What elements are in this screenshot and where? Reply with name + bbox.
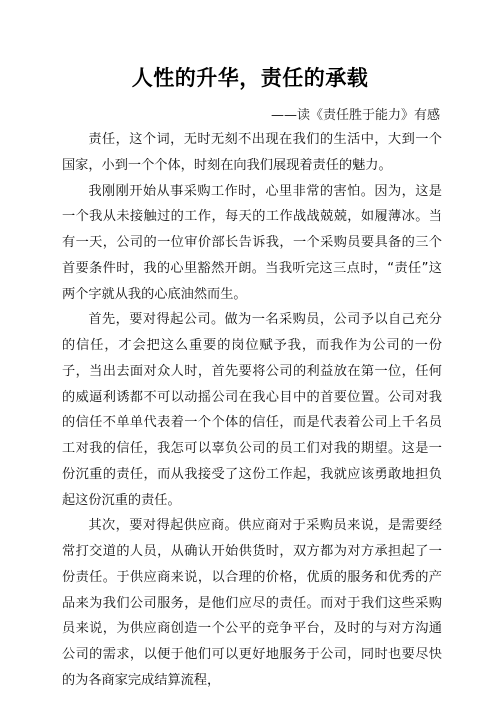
paragraph: 其次，要对得起供应商。供应商对于采购员来说，是需要经常打交道的人员，从确认开始供货时，双方都为对方承担起了一份责任。于供应商来说，以合理的价格，优质的服务和优秀的产品来为我们公司服务，是他们应尽的责任。而对于我们这些采购员来说，为供应商创造一个公平的竞争平台，及时的与对方沟通公司的需求，以便于他们可以更好地服务于公司，同时也要尽快的为各商家完成结算流程，: [62, 518, 442, 688]
paragraph: 首先，要对得起公司。做为一名采购员，公司予以自己充分的信任，才会把这么重要的岗位赋予我，而我作为公司的一份子，当出去面对众人时，首先要将公司的利益放在第一位，任何的威逼利诱都不可以动摇公司在我心目中的首要位置。公司对我的信任不单单代表着一个个体的信任，而是代表着公司上千名员工对我的信任，我怎可以辜负公司的员工们对我的期望。这是一份沉重的责任，而从我接受了这份工作起，我就应该勇敢地担负起这份沉重的责任。: [62, 312, 442, 508]
paragraph: 责任，这个词，无时无刻不出现在我们的生活中，大到一个国家，小到一个个体，时刻在向我们展现着责任的魅力。: [62, 132, 442, 173]
document-title: 人性的升华，责任的承载: [131, 66, 369, 90]
paragraph: 我刚刚开始从事采购工作时，心里非常的害怕。因为，这是一个我从未接触过的工作，每天的工作战战兢兢，如履薄冰。当有一天，公司的一位审价部长告诉我，一个采购员要具备的三个首要条件时，我的心里豁然开朗。当我听完这三点时，“责任”这两个字就从我的心底油然而生。: [62, 183, 442, 302]
document-subtitle: ——读《责任胜于能力》有感: [270, 108, 440, 123]
document-body: [62, 127, 442, 694]
